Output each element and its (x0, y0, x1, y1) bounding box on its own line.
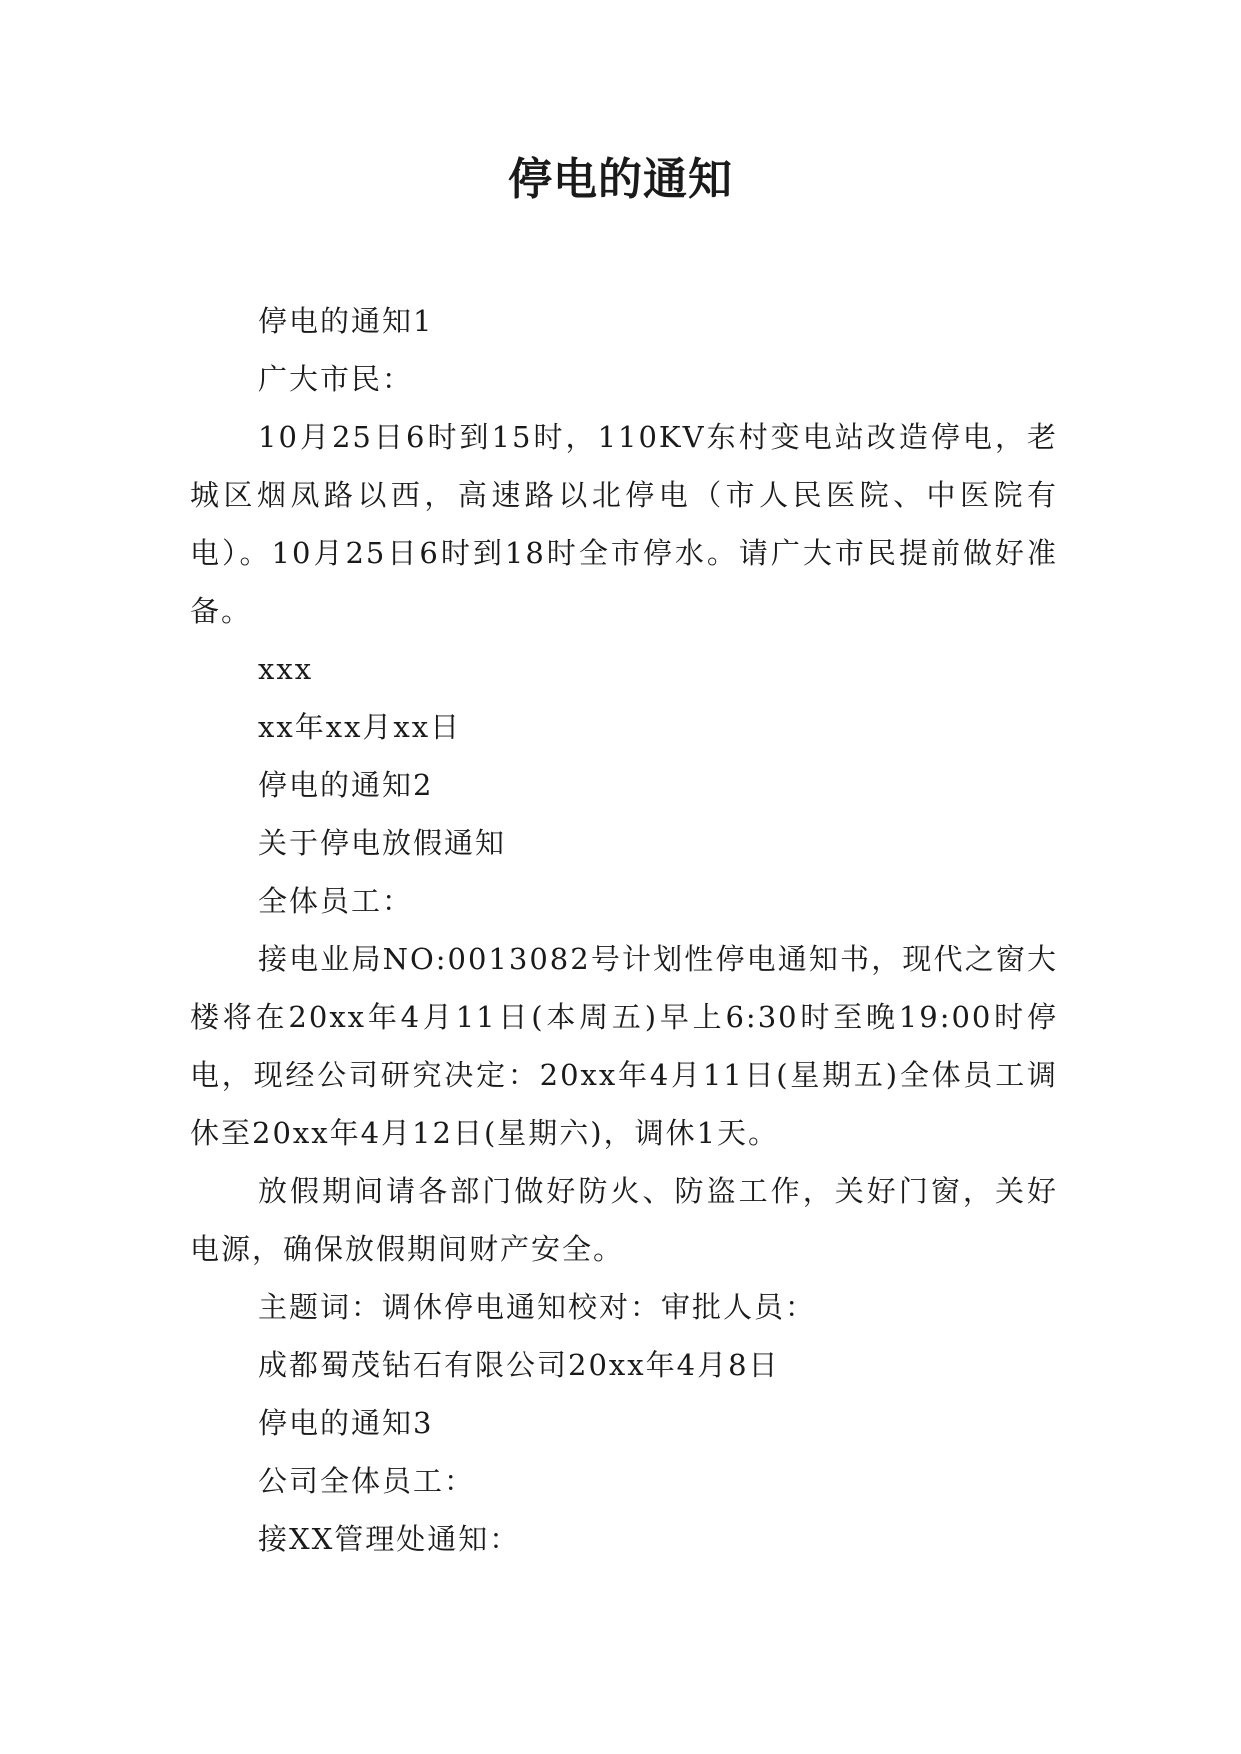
paragraph: 停电的通知1 (258, 304, 434, 338)
paragraph: 主题词：调休停电通知校对：审批人员： (258, 1290, 817, 1324)
paragraph: 停电的通知2 (258, 768, 434, 802)
paragraph: 公司全体员工： (258, 1464, 476, 1498)
paragraph: 成都蜀茂钻石有限公司20xx年4月8日 (258, 1348, 780, 1382)
paragraph: 10月25日6时到15时，110KV东村变电站改造停电，老城区烟凤路以西，高速路以北停电（市人民医院、中医院有电）。10月25日6时到18时全市停水。请广大市民提前做好准备。 (190, 420, 1058, 628)
document-body (190, 292, 1058, 1568)
paragraph: 广大市民： (258, 362, 414, 396)
paragraph: xx年xx月xx日 (258, 710, 462, 744)
document-title: 停电的通知 (508, 154, 733, 205)
paragraph: 全体员工： (258, 884, 414, 918)
paragraph: 停电的通知3 (258, 1406, 434, 1440)
paragraph: 放假期间请各部门做好防火、防盗工作，关好门窗，关好电源，确保放假期间财产安全。 (190, 1174, 1058, 1266)
paragraph: 接XX管理处通知： (258, 1522, 521, 1556)
paragraph: xxx (258, 652, 314, 686)
paragraph: 关于停电放假通知 (258, 826, 507, 860)
paragraph: 接电业局NO:0013082号计划性停电通知书，现代之窗大楼将在20xx年4月11日(本周五)早上6:30时至晚19:00时停电，现经公司研究决定：20xx年4月11日(星期五)全体员工调休至20xx年4月12日(星期六)，调休1天。 (190, 942, 1058, 1150)
